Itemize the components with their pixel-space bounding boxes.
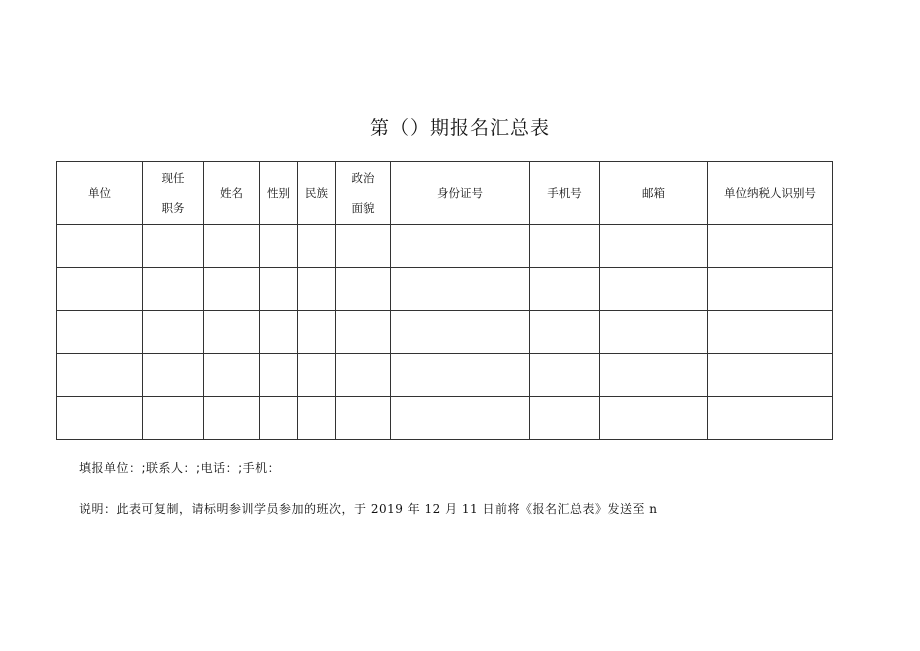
table-cell[interactable] [57, 225, 143, 268]
header-ethnicity: 民族 [298, 162, 336, 225]
table-cell[interactable] [708, 311, 833, 354]
form-title: 第（）期报名汇总表 [369, 117, 550, 139]
table-row [57, 397, 833, 440]
header-mobile: 手机号 [530, 162, 600, 225]
table-cell[interactable] [298, 225, 336, 268]
table-cell[interactable] [600, 354, 708, 397]
table-row [57, 354, 833, 397]
table-cell[interactable] [143, 268, 204, 311]
table-cell[interactable] [391, 311, 530, 354]
table-cell[interactable] [336, 225, 391, 268]
table-cell[interactable] [260, 311, 298, 354]
table-cell[interactable] [336, 354, 391, 397]
table-cell[interactable] [57, 311, 143, 354]
header-unit: 单位 [57, 162, 143, 225]
table-row [57, 311, 833, 354]
table-cell[interactable] [204, 268, 260, 311]
table-cell[interactable] [298, 397, 336, 440]
table-cell[interactable] [336, 397, 391, 440]
table-cell[interactable] [143, 354, 204, 397]
table-cell[interactable] [391, 268, 530, 311]
instruction-note: 说明：此表可复制，请标明参训学员参加的班次，于 2019 年 12 月 11 日前将《报名汇总表》发送至 n [79, 502, 658, 516]
header-political-status: 政治 面貌 [336, 162, 391, 225]
table-cell[interactable] [600, 225, 708, 268]
table-cell[interactable] [530, 268, 600, 311]
table-cell[interactable] [708, 354, 833, 397]
table-cell[interactable] [260, 268, 298, 311]
header-id-number: 身份证号 [391, 162, 530, 225]
table-cell[interactable] [298, 311, 336, 354]
table-cell[interactable] [260, 397, 298, 440]
header-email: 邮箱 [600, 162, 708, 225]
table-cell[interactable] [391, 225, 530, 268]
table-cell[interactable] [600, 268, 708, 311]
table-cell[interactable] [204, 225, 260, 268]
table-cell[interactable] [57, 354, 143, 397]
table-cell[interactable] [204, 311, 260, 354]
header-name: 姓名 [204, 162, 260, 225]
header-row [57, 162, 833, 225]
table-cell[interactable] [143, 225, 204, 268]
table-cell[interactable] [260, 225, 298, 268]
header-taxpayer-id: 单位纳税人识别号 [708, 162, 833, 225]
table-cell[interactable] [336, 311, 391, 354]
table-cell[interactable] [57, 268, 143, 311]
table-cell[interactable] [391, 397, 530, 440]
table-cell[interactable] [298, 268, 336, 311]
table-cell[interactable] [708, 397, 833, 440]
table-cell[interactable] [298, 354, 336, 397]
table-cell[interactable] [530, 354, 600, 397]
header-current-position: 现任 职务 [143, 162, 204, 225]
table-cell[interactable] [530, 397, 600, 440]
table-cell[interactable] [708, 225, 833, 268]
table-row [57, 268, 833, 311]
registration-summary-table [56, 161, 833, 440]
table-row [57, 225, 833, 268]
table-cell[interactable] [57, 397, 143, 440]
fill-in-info-line: 填报单位：;联系人：;电话：;手机： [79, 461, 281, 475]
table-cell[interactable] [260, 354, 298, 397]
table-cell[interactable] [204, 354, 260, 397]
table-cell[interactable] [143, 397, 204, 440]
table-cell[interactable] [600, 397, 708, 440]
table-cell[interactable] [143, 311, 204, 354]
table-cell[interactable] [391, 354, 530, 397]
table-cell[interactable] [530, 225, 600, 268]
table-cell[interactable] [204, 397, 260, 440]
header-gender: 性别 [260, 162, 298, 225]
table-cell[interactable] [708, 268, 833, 311]
table-cell[interactable] [336, 268, 391, 311]
table-cell[interactable] [530, 311, 600, 354]
table-cell[interactable] [600, 311, 708, 354]
